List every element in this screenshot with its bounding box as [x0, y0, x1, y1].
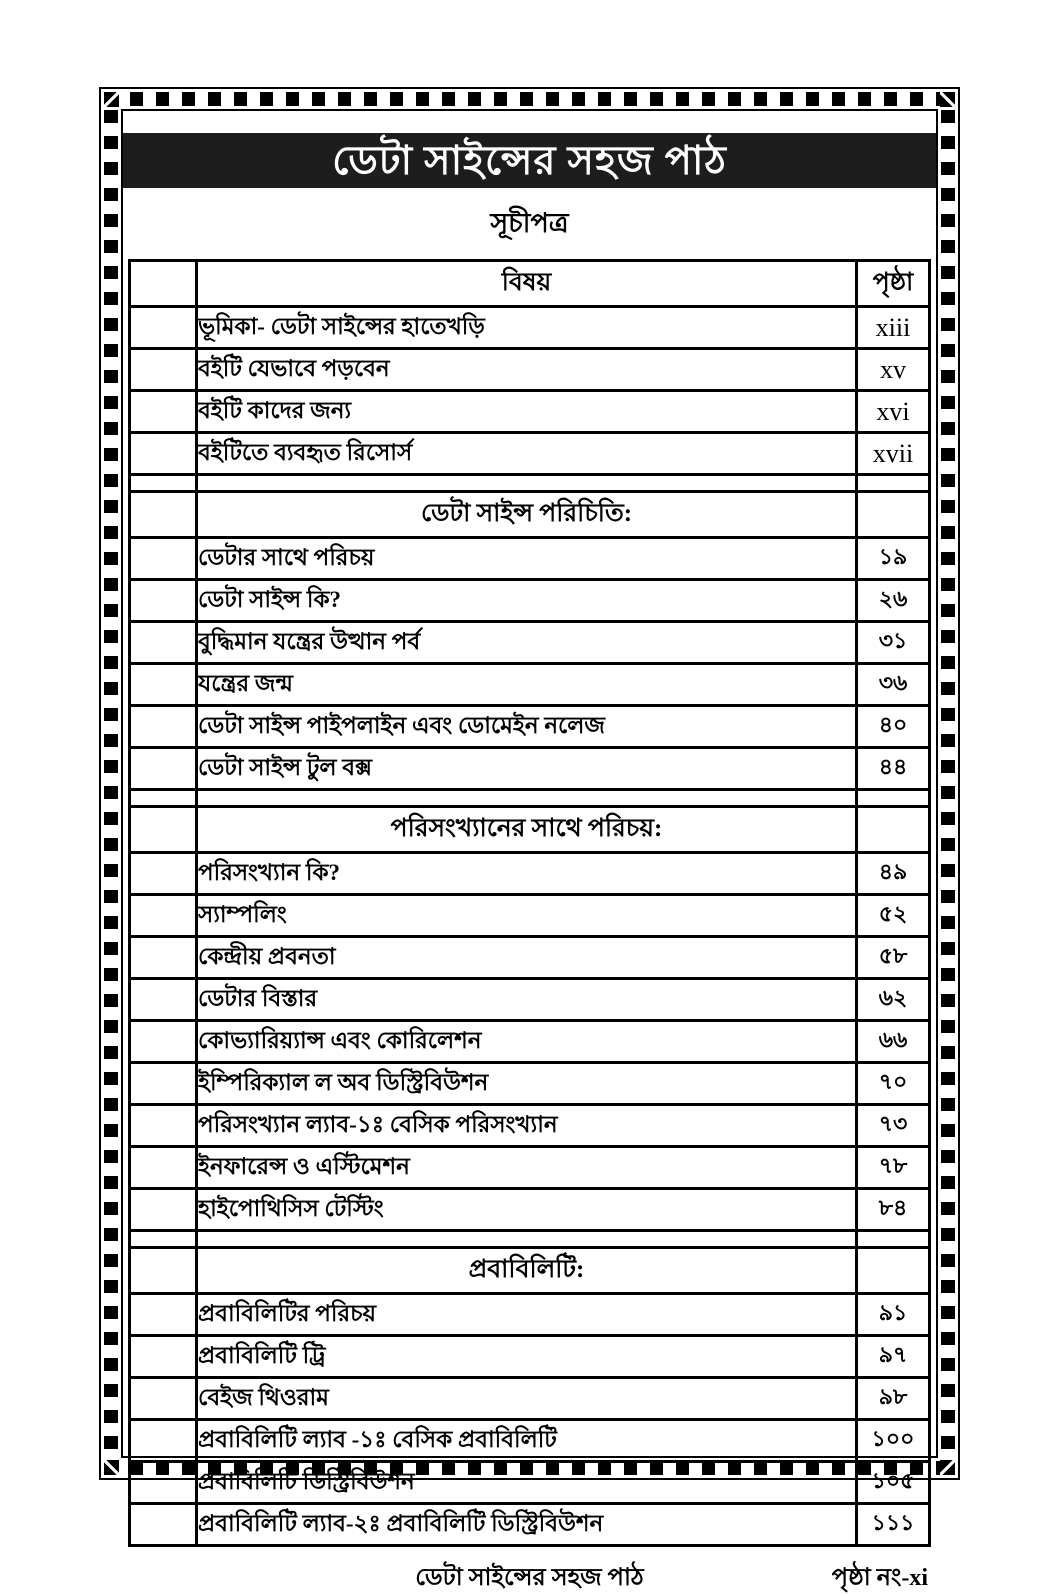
toc-page-number: ১০৫: [857, 1462, 930, 1504]
toc-subject: ডেটার বিস্তার: [197, 979, 857, 1021]
toc-row: [130, 580, 930, 622]
toc-subject: স্যাম্পলিং: [197, 895, 857, 937]
page-footer: [129, 1562, 930, 1594]
toc-serial-cell: [130, 349, 197, 391]
toc-serial-cell: [130, 1147, 197, 1189]
toc-serial-cell: [130, 706, 197, 748]
toc-page-number: ৯৭: [857, 1336, 930, 1378]
toc-header-subject: বিষয়: [197, 261, 857, 307]
toc-subject: ইম্পিরিক্যাল ল অব ডিস্ট্রিবিউশন: [197, 1063, 857, 1105]
toc-page-number: xiii: [857, 307, 930, 349]
toc-page-number: ২৬: [857, 580, 930, 622]
toc-row: [130, 1105, 930, 1147]
toc-row: [130, 1021, 930, 1063]
toc-section-title: ডেটা সাইন্স পরিচিতি:: [197, 492, 857, 538]
toc-header-serial-cell: [130, 261, 197, 307]
page-content: [121, 109, 938, 1591]
frame-corner-bottom-right: [940, 1460, 955, 1475]
toc-serial-cell: [130, 433, 197, 475]
toc-subject: কোভ্যারিয়্যান্স এবং কোরিলেশন: [197, 1021, 857, 1063]
toc-serial-cell: [130, 307, 197, 349]
toc-page-number: [857, 475, 930, 492]
toc-header-page: পৃষ্ঠা: [857, 261, 930, 307]
toc-page-number: xv: [857, 349, 930, 391]
toc-row: [130, 1336, 930, 1378]
toc-page-number: [857, 807, 930, 853]
toc-page-number: [857, 1231, 930, 1248]
toc-row: [130, 937, 930, 979]
toc-serial-cell: [130, 1504, 197, 1546]
toc-row: [130, 1063, 930, 1105]
toc-subject: পরিসংখ্যান কি?: [197, 853, 857, 895]
toc-serial-cell: [130, 1378, 197, 1420]
checker-border-top: [104, 92, 955, 106]
toc-subject: প্রবাবিলিটি ডিস্ট্রিবিউশন: [197, 1462, 857, 1504]
toc-page-number: ৯৮: [857, 1378, 930, 1420]
toc-table: [128, 259, 931, 1547]
toc-serial-cell: [130, 937, 197, 979]
toc-row: [130, 349, 930, 391]
toc-row: [130, 664, 930, 706]
toc-column-header-row: [130, 261, 930, 307]
toc-page-number: ৪০: [857, 706, 930, 748]
toc-serial-cell: [130, 1336, 197, 1378]
toc-page-number: ৮৪: [857, 1189, 930, 1231]
footer-page-number: পৃষ্ঠা নং-xi: [831, 1565, 928, 1591]
toc-subject: যন্ত্রের জন্ম: [197, 664, 857, 706]
decorative-checker-frame: [104, 92, 955, 1591]
toc-section-row: [130, 1248, 930, 1294]
toc-page-number: ১১১: [857, 1504, 930, 1546]
toc-page-number: ৬৬: [857, 1021, 930, 1063]
toc-page-number: xvi: [857, 391, 930, 433]
toc-subject: বুদ্ধিমান যন্ত্রের উত্থান পর্ব: [197, 622, 857, 664]
toc-subject: ডেটা সাইন্স টুল বক্স: [197, 748, 857, 790]
toc-serial-cell: [130, 1105, 197, 1147]
toc-row: [130, 979, 930, 1021]
toc-serial-cell: [130, 475, 197, 492]
toc-subject: [197, 790, 857, 807]
toc-subject: প্রবাবিলিটি ল্যাব-২ঃ প্রবাবিলিটি ডিস্ট্রিবিউশন: [197, 1504, 857, 1546]
toc-subject: প্রবাবিলিটি ল্যাব -১ঃ বেসিক প্রবাবিলিটি: [197, 1420, 857, 1462]
toc-row: [130, 748, 930, 790]
toc-row: [130, 391, 930, 433]
toc-page-number: ৬২: [857, 979, 930, 1021]
toc-row: [130, 853, 930, 895]
toc-serial-cell: [130, 1462, 197, 1504]
book-title-banner: ডেটা সাইন্সের সহজ পাঠ: [123, 133, 936, 188]
toc-table-body: [130, 307, 930, 1546]
toc-spacer-row: [130, 1231, 930, 1248]
toc-page-number: ৯১: [857, 1294, 930, 1336]
toc-section-title: পরিসংখ্যানের সাথে পরিচয়:: [197, 807, 857, 853]
toc-row: [130, 622, 930, 664]
toc-page-number: ৪৪: [857, 748, 930, 790]
toc-row: [130, 895, 930, 937]
toc-page-number: [857, 492, 930, 538]
toc-row: [130, 433, 930, 475]
checker-border-left: [104, 92, 118, 1475]
toc-serial-cell: [130, 391, 197, 433]
toc-row: [130, 1189, 930, 1231]
toc-row: [130, 1147, 930, 1189]
toc-row: [130, 1420, 930, 1462]
toc-page-number: ৭০: [857, 1063, 930, 1105]
toc-page-number: xvii: [857, 433, 930, 475]
toc-serial-cell: [130, 664, 197, 706]
toc-section-row: [130, 492, 930, 538]
toc-serial-cell: [130, 895, 197, 937]
toc-serial-cell: [130, 790, 197, 807]
toc-row: [130, 1504, 930, 1546]
toc-serial-cell: [130, 1231, 197, 1248]
toc-page-number: ৫৮: [857, 937, 930, 979]
toc-serial-cell: [130, 807, 197, 853]
toc-subject: বইটি কাদের জন্য: [197, 391, 857, 433]
toc-page-number: ৩১: [857, 622, 930, 664]
toc-subject: ইনফারেন্স ও এস্টিমেশন: [197, 1147, 857, 1189]
toc-page-number: ১০০: [857, 1420, 930, 1462]
toc-serial-cell: [130, 1248, 197, 1294]
toc-serial-cell: [130, 1063, 197, 1105]
toc-subject: কেন্দ্রীয় প্রবনতা: [197, 937, 857, 979]
toc-subject: পরিসংখ্যান ল্যাব-১ঃ বেসিক পরিসংখ্যান: [197, 1105, 857, 1147]
toc-page-number: [857, 790, 930, 807]
frame-corner-top-left: [104, 92, 119, 107]
frame-corner-top-right: [940, 92, 955, 107]
toc-subject: বইটিতে ব্যবহৃত রিসোর্স: [197, 433, 857, 475]
toc-row: [130, 706, 930, 748]
toc-serial-cell: [130, 622, 197, 664]
toc-page-number: ৫২: [857, 895, 930, 937]
frame-corner-bottom-left: [104, 1460, 119, 1475]
toc-row: [130, 1294, 930, 1336]
toc-subject: প্রবাবিলিটির পরিচয়: [197, 1294, 857, 1336]
page-outer-border: [99, 87, 960, 1591]
toc-subject: [197, 1231, 857, 1248]
toc-serial-cell: [130, 580, 197, 622]
toc-section-title: প্রবাবিলিটি:: [197, 1248, 857, 1294]
toc-row: [130, 538, 930, 580]
toc-subject: [197, 475, 857, 492]
toc-subject: হাইপোথিসিস টেস্টিং: [197, 1189, 857, 1231]
toc-serial-cell: [130, 1420, 197, 1462]
toc-page-number: ৩৬: [857, 664, 930, 706]
toc-subject: ডেটার সাথে পরিচয়: [197, 538, 857, 580]
toc-spacer-row: [130, 475, 930, 492]
toc-subject: প্রবাবিলিটি ট্রি: [197, 1336, 857, 1378]
toc-row: [130, 1378, 930, 1420]
toc-subject: বেইজ থিওরাম: [197, 1378, 857, 1420]
toc-subject: ভূমিকা- ডেটা সাইন্সের হাতেখড়ি: [197, 307, 857, 349]
toc-serial-cell: [130, 979, 197, 1021]
toc-serial-cell: [130, 1189, 197, 1231]
toc-serial-cell: [130, 538, 197, 580]
toc-page-number: ১৯: [857, 538, 930, 580]
toc-heading: সূচীপত্র: [490, 208, 569, 238]
toc-page-number: ৪৯: [857, 853, 930, 895]
toc-page-number: [857, 1248, 930, 1294]
toc-page-number: ৭৮: [857, 1147, 930, 1189]
toc-page-number: ৭৩: [857, 1105, 930, 1147]
toc-serial-cell: [130, 853, 197, 895]
toc-serial-cell: [130, 1021, 197, 1063]
toc-row: [130, 307, 930, 349]
checker-border-right: [941, 92, 955, 1475]
toc-subject: ডেটা সাইন্স কি?: [197, 580, 857, 622]
toc-section-row: [130, 807, 930, 853]
toc-row: [130, 1462, 930, 1504]
toc-subject: বইটি যেভাবে পড়বেন: [197, 349, 857, 391]
toc-serial-cell: [130, 748, 197, 790]
toc-subject: ডেটা সাইন্স পাইপলাইন এবং ডোমেইন নলেজ: [197, 706, 857, 748]
footer-book-title: ডেটা সাইন্সের সহজ পাঠ: [415, 1565, 644, 1591]
toc-serial-cell: [130, 1294, 197, 1336]
toc-serial-cell: [130, 492, 197, 538]
toc-spacer-row: [130, 790, 930, 807]
book-page: [99, 87, 960, 1591]
